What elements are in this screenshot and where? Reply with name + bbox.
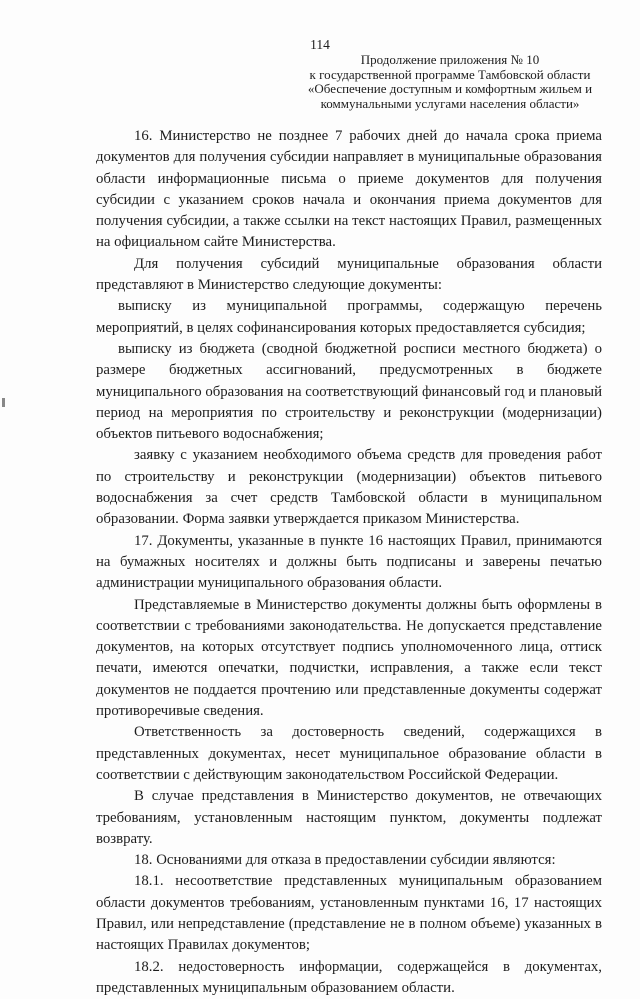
paragraph-16: 16. Министерство не позднее 7 рабочих дней до начала срока приема документов для получения субсидии направляет в муниципальные образования области информационные письма о приеме документов для получения субсидии с указанием сроков начала и окончания приема документов для получения субсидии, а также ссылки на текст настоящих Правил, размещенных на официальном сайте Министерства. [96, 128, 602, 251]
paragraph-budget-extract: выписку из бюджета (сводной бюджетной росписи местного бюджета) о размере бюджетных ассигнований, предусмотренных в бюджете муниципального образования на соответствующий финансовый год и плановый период на мероприятия по строительству и реконструкции (модернизации) объектов питьевого водоснабжения; [96, 340, 602, 443]
appendix-header-line-3: «Обеспечение доступным и комфортным жильем и [307, 81, 593, 96]
paragraph-documents-intro: Для получения субсидий муниципальные образования области представляют в Министерство следующие документы: [96, 255, 602, 294]
paragraph-application: заявку с указанием необходимого объема средств для проведения работ по строительству и реконструкции (модернизации) объектов питьевого водоснабжения за счет средств Тамбовской области в муниципальном образовании. Форма заявки утверждается приказом Министерства. [96, 447, 602, 528]
paragraph-18: 18. Основаниями для отказа в предоставлении субсидии являются: [134, 852, 556, 869]
paragraph-program-extract: выписку из муниципальной программы, содержащую перечень мероприятий, в целях софинансирования которых предоставляется субсидия; [96, 298, 602, 336]
appendix-header [300, 53, 600, 111]
appendix-header-line-1: Продолжение приложения № 10 [360, 52, 540, 67]
paragraph-return: В случае представления в Министерство документов, не отвечающих требованиям, установленным настоящим пунктом, документы подлежат возврату. [96, 788, 602, 847]
paragraph-responsibility: Ответственность за достоверность сведений, содержащихся в представленных документах, несет муниципальное образование области в соответствии с действующим законодательством Российской Федерации. [96, 724, 602, 783]
paragraph-18-1: 18.1. несоответствие представленных муниципальным образованием области документов требованиям, установленным пунктами 16, 17 настоящих Правил, или непредставление (представление не в полном объеме) указанных в настоящих Правилах документов; [96, 873, 602, 954]
document-body [96, 126, 602, 999]
paragraph-17: 17. Документы, указанные в пункте 16 настоящих Правил, принимаются на бумажных носителях и должны быть подписаны и заверены печатью администрации муниципального образования области. [96, 532, 602, 592]
scan-margin-mark [2, 398, 5, 407]
appendix-header-line-2: к государственной программе Тамбовской области [309, 66, 591, 82]
paragraph-requirements: Представляемые в Министерство документы должны быть оформлены в соответствии с требованиями законодательства. Не допускается представление документов, на которых отсутствует подпись уполномоченного лица, оттиск печати, имеются опечатки, подчистки, исправления, а также если текст документов не поддается прочтению или представленные документы содержат противоречивые сведения. [96, 596, 602, 720]
appendix-header-line-4: коммунальными услугами населения области» [320, 95, 580, 111]
paragraph-18-2: 18.2. недостоверность информации, содержащейся в документах, представленных муниципальным образованием области. [96, 958, 602, 996]
page-number: 114 [310, 37, 330, 52]
